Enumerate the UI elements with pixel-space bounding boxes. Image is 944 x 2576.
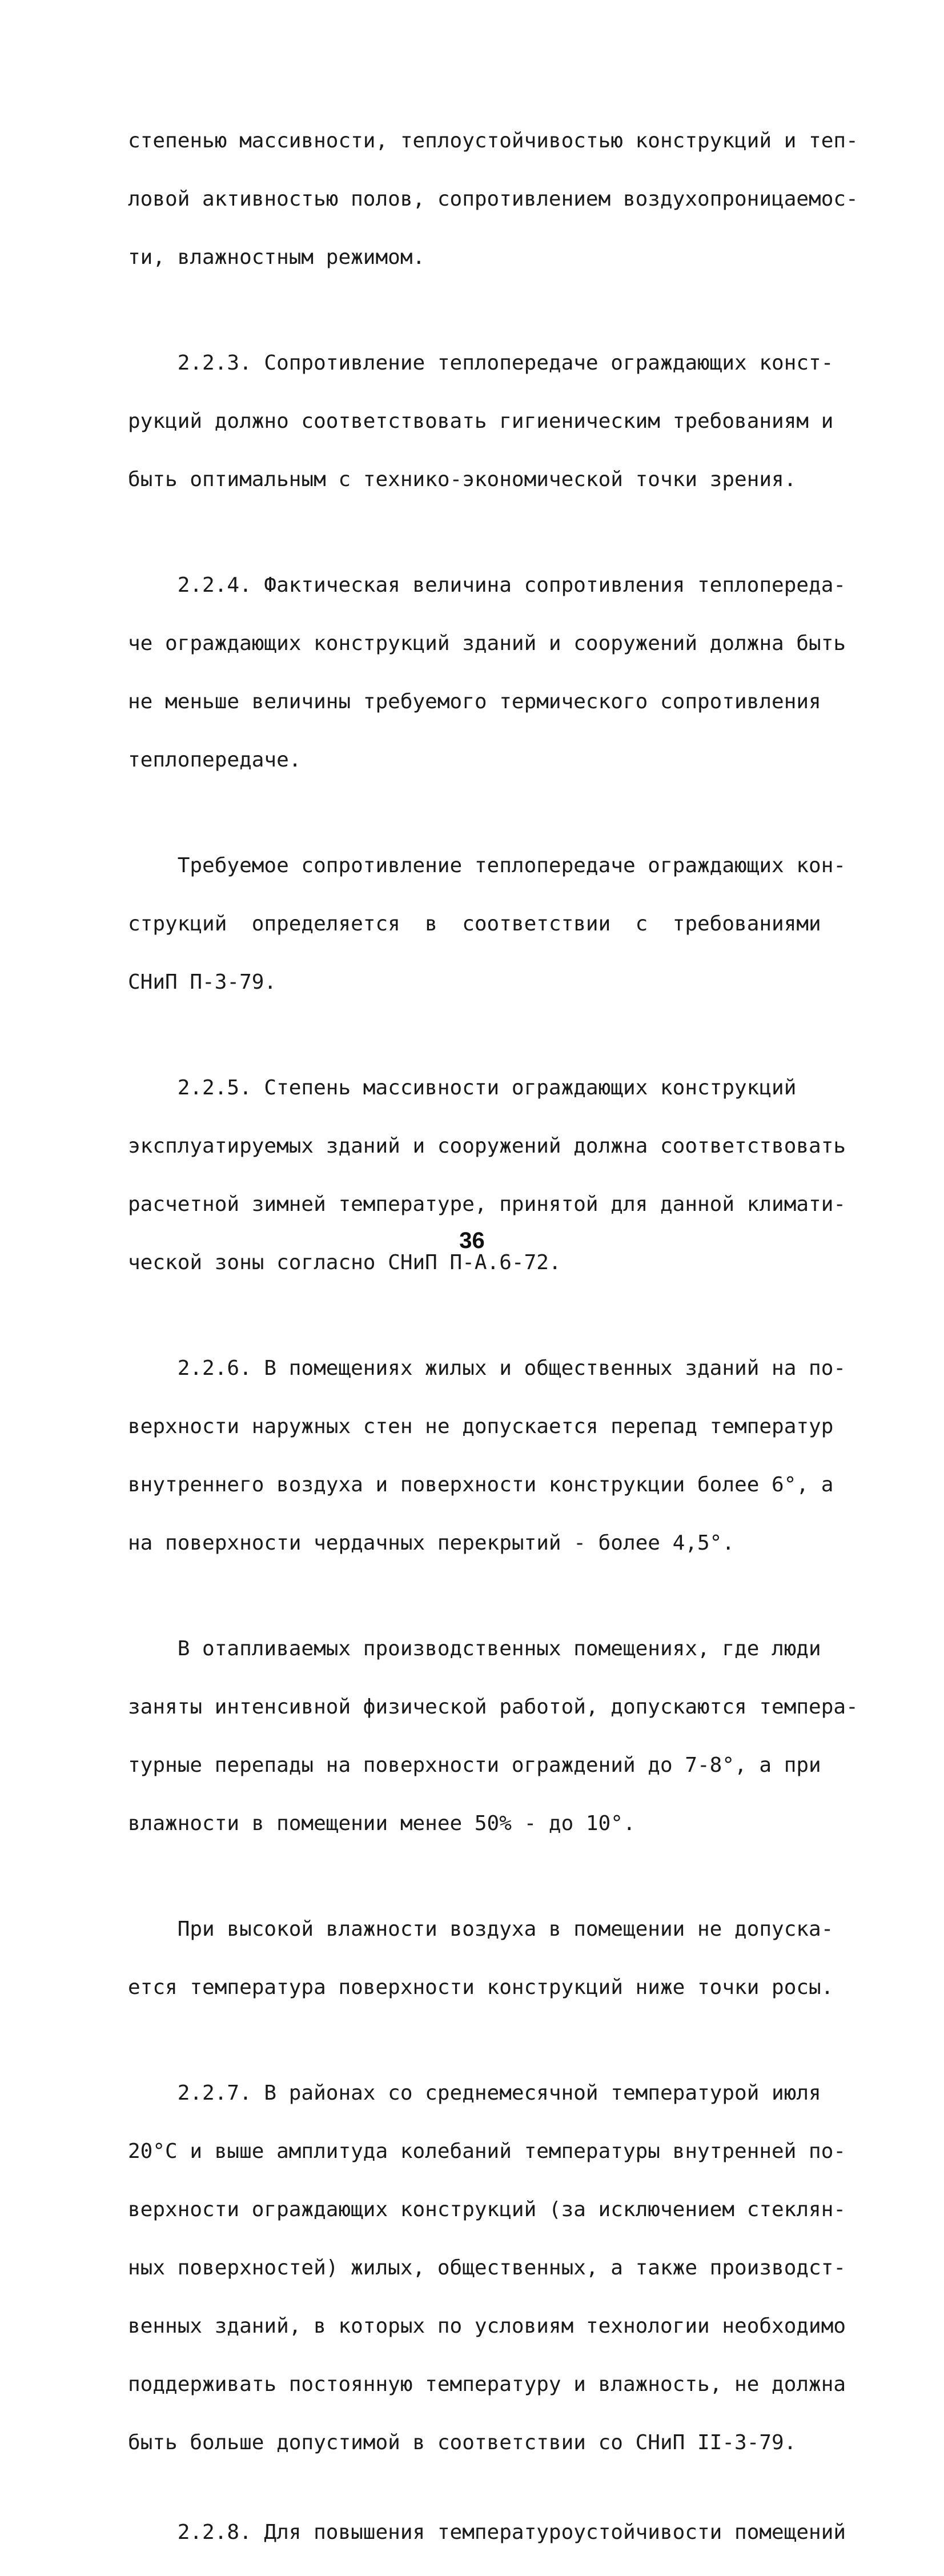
paragraph-massiveness-cont xyxy=(128,97,858,301)
text-line: 2.2.4. Фактическая величина сопротивления теплопереда- xyxy=(128,573,846,597)
text-line: ческой зоны согласно СНиП П-А.6-72. xyxy=(128,1251,561,1274)
paragraph-industrial-rooms xyxy=(128,1605,858,1867)
text-line: теплопередаче. xyxy=(128,748,302,772)
text-line: 20°С и выше амплитуда колебаний температуры внутренней по- xyxy=(128,2140,846,2163)
text-line: турные перепады на поверхности ограждений до 7-8°, а при xyxy=(128,1754,821,1777)
paragraph-2-2-8 xyxy=(128,2489,846,2576)
text-line: быть оптимальным с технико-экономической точки зрения. xyxy=(128,468,797,491)
text-line: поддерживать постоянную температуру и влажность, не должна xyxy=(128,2373,846,2396)
text-line: ловой активностью полов, сопротивлением воздухопроницаемос- xyxy=(128,187,858,211)
text-line: влажности в помещении менее 50% - до 10°. xyxy=(128,1812,636,1835)
text-line: венных зданий, в которых по условиям технологии необходимо xyxy=(128,2314,846,2338)
paragraph-2-2-6 xyxy=(128,1325,846,1587)
text-line: 2.2.8. Для повышения температуроустойчивости помещений xyxy=(128,2521,846,2544)
text-line: ных поверхностей) жилых, общественных, а также производст- xyxy=(128,2256,846,2280)
text-line: верхности наружных стен не допускается перепад температур xyxy=(128,1415,834,1438)
text-line: При высокой влажности воздуха в помещении не допуска- xyxy=(128,1917,834,1941)
text-line: Требуемое сопротивление теплопередаче ограждающих кон- xyxy=(128,854,846,877)
text-line: 2.2.7. В районах со среднемесячной температурой июля xyxy=(128,2081,821,2105)
text-line: ется температура поверхности конструкций ниже точки росы. xyxy=(128,1976,834,1999)
text-line: эксплуатируемых зданий и сооружений должна соответствовать xyxy=(128,1134,846,1158)
paragraph-2-2-7 xyxy=(128,2049,846,2486)
text-line: 2.2.3. Сопротивление теплопередаче ограждающих конст- xyxy=(128,351,834,375)
text-line: рукций должно соответствовать гигиеническим требованиям и xyxy=(128,410,834,433)
text-line: че ограждающих конструкций зданий и сооружений должна быть xyxy=(128,632,846,655)
paragraph-high-humidity xyxy=(128,1885,834,2031)
text-line: В отапливаемых производственных помещениях, где люди xyxy=(128,1637,821,1660)
text-line: заняты интенсивной физической работой, допускаются темпера- xyxy=(128,1695,858,1719)
text-line: расчетной зимней температуре, принятой для данной климати- xyxy=(128,1193,846,1216)
text-line: не меньше величины требуемого термического сопротивления xyxy=(128,690,821,713)
text-line: 2.2.6. В помещениях жилых и общественных зданий на по- xyxy=(128,1357,846,1380)
paragraph-2-2-4 xyxy=(128,541,846,804)
text-line: СНиП П-3-79. xyxy=(128,970,277,994)
document-body xyxy=(128,97,858,2576)
text-line: верхности ограждающих конструкций (за исключением стеклян- xyxy=(128,2198,846,2221)
paragraph-2-2-5 xyxy=(128,1044,846,1306)
text-line: 2.2.5. Степень массивности ограждающих конструкций xyxy=(128,1076,797,1100)
text-line: внутреннего воздуха и поверхности конструкции более 6°, а xyxy=(128,1473,834,1496)
text-line: быть больше допустимой в соответствии со СНиП II-3-79. xyxy=(128,2431,797,2454)
text-line: струкций определяется в соответствии с требованиями xyxy=(128,912,821,936)
text-line: степенью массивности, теплоустойчивостью конструкций и теп- xyxy=(128,129,858,153)
paragraph-required-resistance xyxy=(128,822,846,1026)
paragraph-2-2-3 xyxy=(128,319,834,523)
page-number: 36 xyxy=(459,1228,485,1253)
text-line: ти, влажностным режимом. xyxy=(128,246,425,269)
text-line: на поверхности чердачных перекрытий - более 4,5°. xyxy=(128,1531,735,1555)
